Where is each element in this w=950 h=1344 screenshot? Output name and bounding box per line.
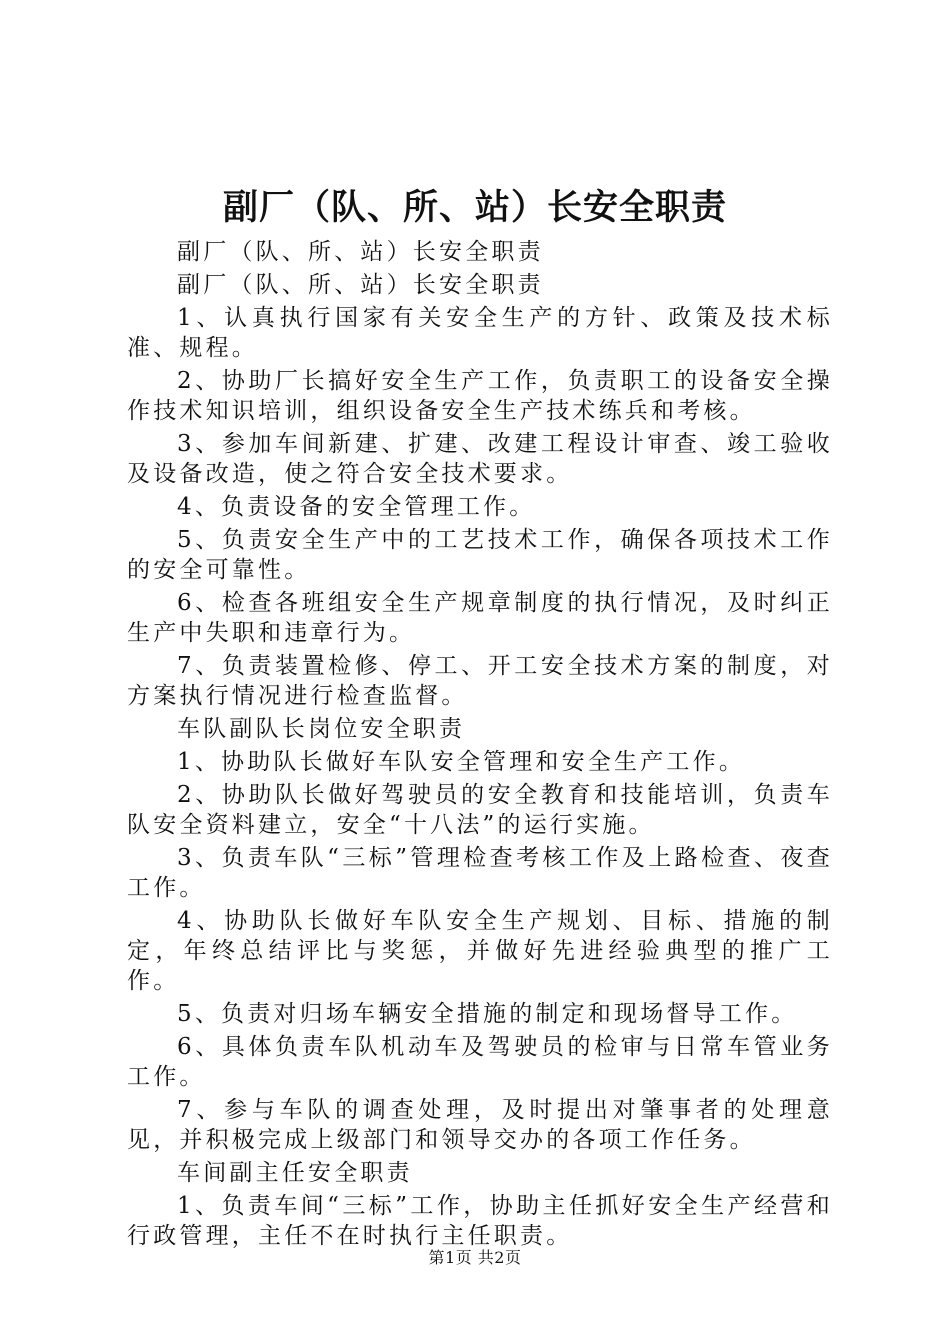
paragraph: 副厂（队、所、站）长安全职责 [177,272,544,298]
paragraph: 副厂（队、所、站）长安全职责 [177,239,544,265]
paragraph: 6、具体负责车队机动车及驾驶员的检审与日常车管业务工作。 [127,1034,833,1090]
paragraph: 6、检查各班组安全生产规章制度的执行情况，及时纠正生产中失职和违章行为。 [127,590,833,646]
paragraph: 1、协助队长做好车队安全管理和安全生产工作。 [177,749,746,775]
section-heading: 车队副队长岗位安全职责 [177,716,466,742]
paragraph: 1、负责车间“三标”工作，协助主任抓好安全生产经营和行政管理，主任不在时执行主任职责。 [127,1193,833,1249]
page-number: 第1页 共2页 [428,1248,522,1267]
paragraph: 7、参与车队的调查处理，及时提出对肇事者的处理意见，并积极完成上级部门和领导交办的各项工作任务。 [127,1097,833,1153]
document-title: 副厂（队、所、站）长安全职责 [222,187,727,228]
paragraph: 3、负责车队“三标”管理检查考核工作及上路检查、夜查工作。 [127,845,833,901]
paragraph: 5、负责安全生产中的工艺技术工作，确保各项技术工作的安全可靠性。 [127,527,833,583]
paragraph: 5、负责对归场车辆安全措施的制定和现场督导工作。 [177,1001,798,1027]
paragraph: 2、协助队长做好驾驶员的安全教育和技能培训，负责车队安全资料建立，安全“十八法”的运行实施。 [127,782,833,838]
paragraph: 7、负责装置检修、停工、开工安全技术方案的制度，对方案执行情况进行检查监督。 [127,653,833,709]
paragraph: 4、协助队长做好车队安全生产规划、目标、措施的制定，年终总结评比与奖惩，并做好先进经验典型的推广工作。 [127,908,833,994]
paragraph: 1、认真执行国家有关安全生产的方针、政策及技术标准、规程。 [127,305,833,361]
document-body [127,237,833,1254]
paragraph: 2、协助厂长搞好安全生产工作，负责职工的设备安全操作技术知识培训，组织设备安全生产技术练兵和考核。 [127,368,833,424]
paragraph: 4、负责设备的安全管理工作。 [177,494,536,520]
section-heading: 车间副主任安全职责 [177,1160,413,1186]
paragraph: 3、参加车间新建、扩建、改建工程设计审查、竣工验收及设备改造，使之符合安全技术要求。 [127,431,833,487]
